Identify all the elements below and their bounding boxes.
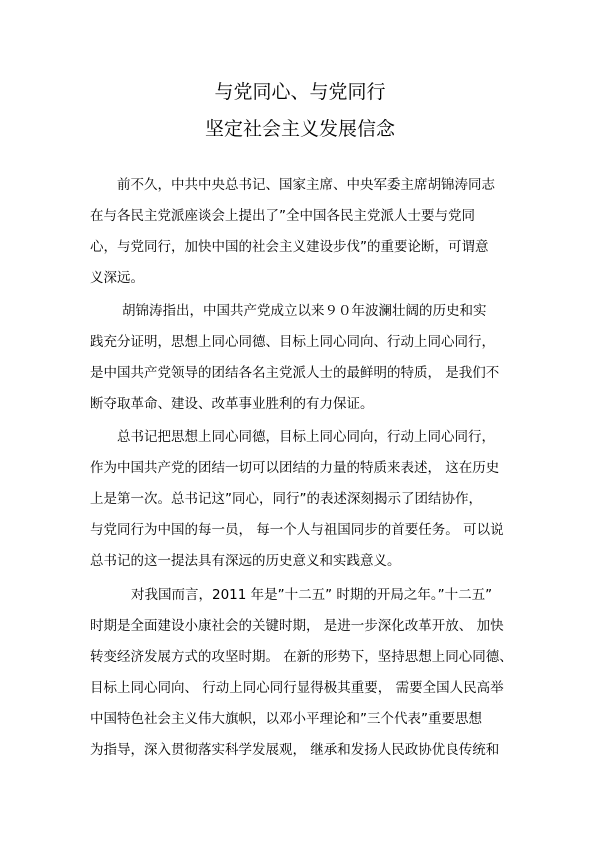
paragraph-4-line-6: 为指导，深入贯彻落实科学发展观， 继承和发扬人民政协优良传统和 (90, 742, 500, 758)
paragraph-4-line-3: 转变经济发展方式的攻坚时期。 在新的形势下，坚持思想上同心同德、 (90, 649, 513, 665)
paragraph-3-line-4: 与党同行为中国的每一员， 每一个人与祖国同步的首要任务。 可以说 (90, 522, 504, 538)
paragraph-1-line-1: 前不久，中共中央总书记、国家主席、中央军委主席胡锦涛同志 (117, 177, 495, 193)
paragraph-3-line-5: 总书记的这一提法具有深远的历史意义和实践意义。 (90, 553, 401, 569)
paragraph-1-line-3: 心，与党同行，加快中国的社会主义建设步伐”的重要论断，可谓意 (90, 239, 489, 255)
paragraph-1-line-2: 在与各民主党派座谈会上提出了”全中国各民主党派人士要与党同 (90, 208, 475, 224)
paragraph-2-line-3: 是中国共产党领导的团结各名主党派人士的最鲜明的特质， 是我们不 (90, 365, 500, 381)
paragraph-2-line-1: 胡锦涛指出，中国共产党成立以来９０年波澜壮阔的历史和实 (122, 303, 487, 319)
paragraph-2-line-4: 断夺取革命、建设、改革事业胜利的有力保证。 (90, 396, 374, 412)
paragraph-3-line-2: 作为中国共产党的团结一切可以团结的力量的特质来表述， 这在历史 (90, 460, 500, 476)
paragraph-4-line-5: 中国特色社会主义伟大旗帜，以邓小平理论和”三个代表”重要思想 (90, 711, 482, 727)
document-title-line-1: 与党同心、与党同行 (214, 81, 386, 103)
paragraph-4-line-2: 时期是全面建设小康社会的关键时期， 是进一步深化改革开放、 加快 (90, 618, 504, 634)
paragraph-1-line-4: 义深远。 (90, 270, 144, 286)
paragraph-3-line-1: 总书记把思想上同心同德，目标上同心同向，行动上同心同行， (117, 429, 495, 445)
document-title-line-2: 坚定社会主义发展信念 (204, 118, 395, 140)
paragraph-3-line-3: 上是第一次。总书记这”同心，同行”的表述深刻揭示了团结协作， (90, 491, 482, 507)
paragraph-4-line-1: 对我国而言，2011 年是”十二五” 时期的开局之年。”十二五” (131, 587, 493, 603)
paragraph-4-line-4: 目标上同心同向、 行动上同心同行显得极其重要， 需要全国人民高举 (90, 680, 504, 696)
paragraph-2-line-2: 践充分证明，思想上同心同德、目标上同心同向、行动上同心同行， (90, 334, 495, 350)
